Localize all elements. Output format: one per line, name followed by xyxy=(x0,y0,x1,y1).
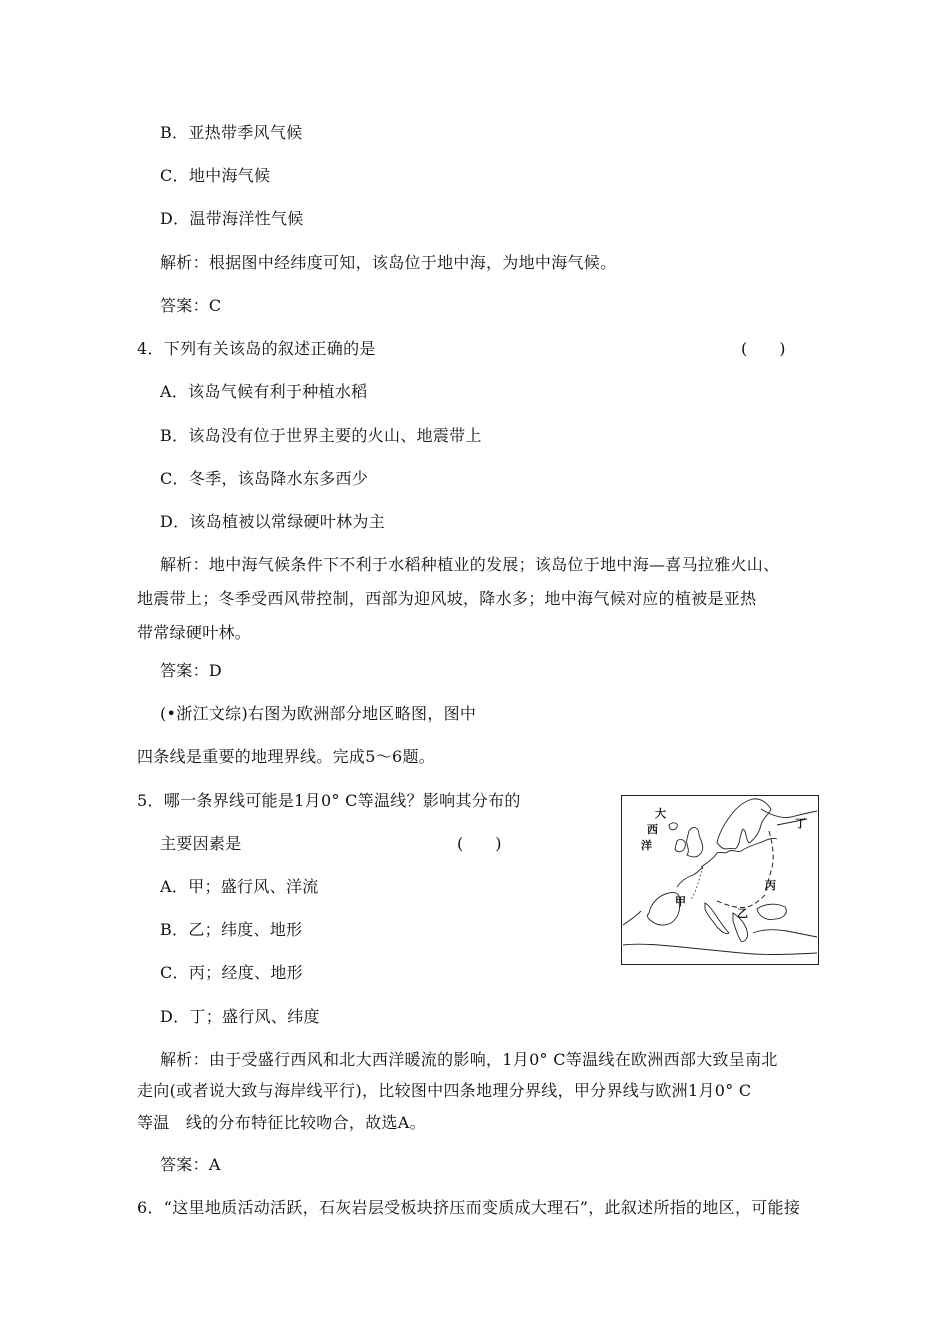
q4-answer-blank: ( ) xyxy=(741,339,786,358)
q4-analysis-line3: 带常绿硬叶林。 xyxy=(137,623,252,642)
q4-option-d: D．该岛植被以常绿硬叶林为主 xyxy=(160,512,386,531)
map-frame xyxy=(622,796,819,965)
q4-option-b: B．该岛没有位于世界主要的火山、地震带上 xyxy=(160,426,482,445)
q5-stem-line1: 5．哪一条界线可能是1月0° C等温线？影响其分布的 xyxy=(137,791,521,810)
q5-option-a: A．甲；盛行风、洋流 xyxy=(160,877,319,896)
q5-answer: 答案：A xyxy=(160,1155,221,1174)
q3-answer: 答案：C xyxy=(160,296,222,315)
q4-option-c: C．冬季，该岛降水东多西少 xyxy=(160,469,369,488)
q3-analysis: 解析：根据图中经纬度可知，该岛位于地中海，为地中海气候。 xyxy=(160,253,617,272)
q4-option-a: A．该岛气候有利于种植水稻 xyxy=(160,382,368,401)
q5-answer-blank: ( ) xyxy=(457,834,502,853)
q5-option-d: D．丁；盛行风、纬度 xyxy=(160,1007,320,1026)
q4-analysis-line1: 解析：地中海气候条件下不利于水稻种植业的发展；该岛位于地中海—喜马拉雅火山、 xyxy=(160,555,780,574)
q5-stem-line2: 主要因素是 xyxy=(160,834,242,853)
ocean-label-1: 大 xyxy=(655,807,666,820)
q4-stem: 4．下列有关该岛的叙述正确的是 xyxy=(137,339,376,358)
label-ding: 丁 xyxy=(795,817,806,830)
q5-option-b: B．乙；纬度、地形 xyxy=(160,920,303,939)
q5-analysis-line3: 等温 线的分布特征比较吻合，故选A。 xyxy=(137,1113,426,1132)
q6-stem: 6．“这里地质活动活跃，石灰岩层受板块挤压而变质成大理石”，此叙述所指的地区，可能接 xyxy=(137,1198,801,1217)
label-jia: 甲 xyxy=(675,895,686,908)
q5-option-c: C．丙；经度、地形 xyxy=(160,963,303,982)
q4-analysis-line2: 地震带上；冬季受西风带控制，西部为迎风坡，降水多；地中海气候对应的植被是亚热 xyxy=(137,589,757,608)
q3-option-d: D．温带海洋性气候 xyxy=(160,209,304,228)
q5-analysis-line2: 走向(或者说大致与海岸线平行)，比较图中四条地理分界线，甲分界线与欧洲1月0° C xyxy=(137,1081,752,1100)
q3-option-b: B．亚热带季风气候 xyxy=(160,123,303,142)
q5-analysis-line1: 解析：由于受盛行西风和北大西洋暖流的影响，1月0° C等温线在欧洲西部大致呈南北 xyxy=(160,1050,778,1069)
group-intro-line1: (•浙江文综)右图为欧洲部分地区略图，图中 xyxy=(160,704,477,723)
ocean-label-2: 西 xyxy=(647,823,658,836)
group-intro-line2: 四条线是重要的地理界线。完成5～6题。 xyxy=(137,747,436,766)
label-yi: 乙 xyxy=(737,907,748,920)
label-bing: 丙 xyxy=(765,879,776,892)
ocean-label-3: 洋 xyxy=(641,839,652,852)
europe-sketch-map xyxy=(621,795,819,965)
q4-answer: 答案：D xyxy=(160,661,223,680)
q3-option-c: C．地中海气候 xyxy=(160,166,271,185)
